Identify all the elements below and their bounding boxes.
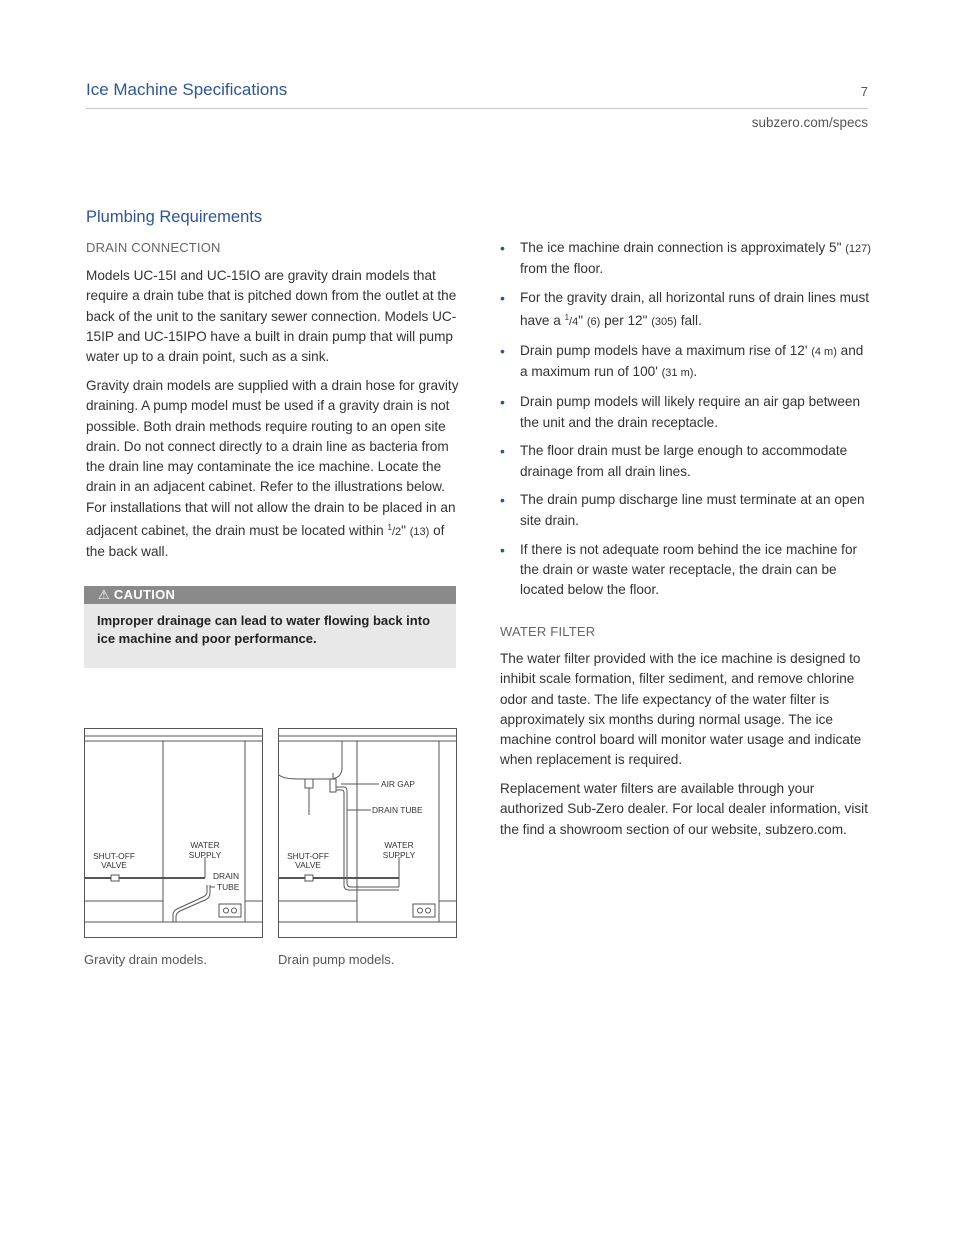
drain-paragraph-1: Models UC-15I and UC-15IO are gravity drain models that require a drain tube that is pitched down from the outlet at the back of the unit to the sanitary sewer connection. Models UC-15IP and UC-15IPO have a built in drain pump that will pump water up to a drain point, such as a sink. — [86, 268, 457, 365]
water-filter-paragraph-2: Replacement water filters are available through your authorized Sub-Zero dealer. For local dealer information, visit the find a showroom section of our website, subzero.com. — [500, 781, 868, 837]
label-shutoff: SHUT-OFF — [93, 851, 135, 861]
bullet-text: The floor drain must be large enough to accommodate drainage from all drain lines. — [520, 443, 848, 479]
bullet-text: The drain pump discharge line must terminate at an open site drain. — [520, 492, 865, 528]
list-item — [500, 540, 872, 601]
bullet-text: If there is not adequate room behind the ice machine for the drain or waste water receptacle, the drain can be located below the floor. — [520, 541, 858, 598]
bullet-icon: • — [500, 343, 505, 360]
bullet-text: from the floor. — [520, 261, 604, 277]
gravity-drain-diagram — [84, 728, 263, 938]
bullet-icon: • — [500, 492, 505, 509]
list-item — [500, 392, 872, 433]
bullet-text: Drain pump models will likely require an air gap between the unit and the drain receptacle. — [520, 394, 861, 430]
header-title: Ice Machine Specifications — [86, 80, 288, 99]
label-drain: DRAIN — [213, 871, 240, 881]
bullet-text: per 12" — [600, 313, 652, 329]
inch-mark: " — [401, 523, 406, 539]
drain-connection-heading: DRAIN CONNECTION — [86, 240, 221, 255]
caution-label-wrap — [98, 586, 175, 604]
gravity-drain-illustration — [85, 729, 262, 937]
fraction-denominator: /4 — [569, 316, 579, 329]
list-item — [500, 441, 872, 482]
bullet-icon: • — [500, 443, 505, 460]
metric-value: (31 m) — [661, 367, 694, 380]
water-filter-heading: WATER FILTER — [500, 624, 596, 639]
label-drain-tube: DRAIN TUBE — [372, 805, 423, 815]
caution-header — [84, 586, 456, 604]
list-item — [500, 238, 872, 280]
list-item — [500, 288, 872, 333]
label-supply: SUPPLY — [188, 850, 222, 860]
bullet-text: Drain pump models have a maximum rise of 12' — [520, 343, 812, 359]
label-shutoff: SHUT-OFF — [287, 851, 329, 861]
page-number: 7 — [860, 84, 868, 99]
metric-value: (13) — [409, 526, 430, 539]
metric-value: (305) — [651, 316, 677, 329]
label-supply: SUPPLY — [382, 850, 416, 860]
bullet-icon: • — [500, 290, 505, 307]
fraction-numerator: 1 — [564, 313, 570, 323]
label-tube: TUBE — [217, 882, 240, 892]
water-filter-paragraph-1: The water filter provided with the ice machine is designed to inhibit scale formation, filter sediment, and remove chlorine odor and taste. The life expectancy of the water filter is approximately six months during normal usage. The ice machine control board will monitor water usage and indicate when replacement is required. — [500, 651, 862, 768]
label-valve: VALVE — [101, 860, 127, 870]
bullet-text: and a maximum run of 100' — [520, 343, 864, 380]
fraction-denominator: /2 — [391, 526, 402, 539]
drain-paragraph-2-tail: of the back wall. — [86, 523, 445, 560]
bullet-icon: • — [500, 394, 505, 411]
drain-paragraph-2 — [86, 376, 464, 563]
header-divider — [86, 108, 868, 109]
drain-pump-illustration — [279, 729, 456, 937]
warning-triangle-icon: ⚠ — [98, 587, 110, 602]
gravity-caption: Gravity drain models. — [84, 952, 207, 967]
header-url: subzero.com/specs — [751, 115, 868, 130]
drain-bullet-list — [500, 238, 872, 609]
section-title: Plumbing Requirements — [86, 208, 263, 226]
list-item — [500, 341, 872, 384]
drain-pump-diagram — [278, 728, 457, 938]
label-water: WATER — [190, 840, 220, 850]
metric-value: (127) — [845, 243, 871, 255]
label-valve: VALVE — [295, 860, 321, 870]
caution-label: CAUTION — [113, 587, 176, 602]
bullet-icon: • — [500, 240, 505, 256]
metric-value: (4 m) — [811, 346, 837, 359]
label-air-gap: AIR GAP — [381, 779, 415, 789]
list-item — [500, 490, 872, 531]
drain-paragraph-2-main: Gravity drain models are supplied with a drain hose for gravity draining. A pump model must be used if a gravity drain is not possible. Both drain methods require routing to an open site drain. Do not connect directly to a drain line as bacteria from the drain line may contaminate the ice machine. Locate the drain in an adjacent cabinet. Refer to the illustrations below. For installations that will not allow the drain to be placed in an adjacent cabinet, the drain must be located within — [86, 378, 459, 539]
caution-body — [84, 604, 456, 668]
bullet-text: fall. — [676, 313, 702, 329]
fraction-numerator: 1 — [387, 523, 392, 533]
bullet-icon: • — [500, 541, 505, 558]
bullet-text: . — [693, 364, 698, 380]
bullet-text: For the gravity drain, all horizontal runs of drain lines must have a — [520, 290, 870, 329]
caution-text: Improper drainage can lead to water flowing back into ice machine and poor performance. — [97, 613, 431, 646]
pump-caption: Drain pump models. — [278, 952, 395, 967]
bullet-text: " — [578, 313, 587, 329]
bullet-text: The ice machine drain connection is approximately 5" — [520, 240, 846, 255]
label-water: WATER — [384, 840, 414, 850]
metric-value: (6) — [586, 316, 601, 329]
